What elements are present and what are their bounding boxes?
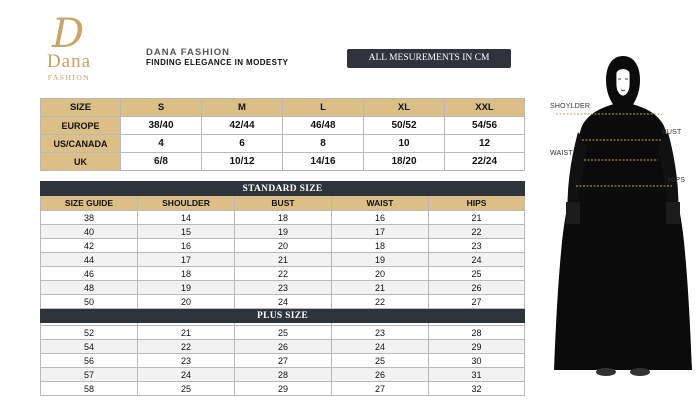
table-cell: 10 [364, 135, 445, 153]
table-cell: 17 [332, 225, 429, 239]
table-cell: 46 [41, 267, 138, 281]
abaya-silhouette-icon [548, 52, 698, 380]
table-cell: 19 [235, 225, 332, 239]
table-cell: 31 [429, 368, 525, 382]
table-cell: 29 [429, 340, 525, 354]
table-cell: 22/24 [445, 153, 525, 171]
table-cell: 23 [429, 239, 525, 253]
row-header-cell: UK [41, 153, 121, 171]
header-cell: XL [364, 99, 445, 117]
table-cell: 20 [332, 267, 429, 281]
header-cell: M [202, 99, 283, 117]
table-cell: 27 [235, 354, 332, 368]
table-cell: 14/16 [283, 153, 364, 171]
plus-size-banner: PLUS SIZE [41, 309, 525, 323]
table-cell: 19 [332, 253, 429, 267]
table-cell: 16 [332, 211, 429, 225]
international-size-table [40, 98, 525, 171]
table-cell: 38 [41, 211, 138, 225]
table-cell: 26 [235, 340, 332, 354]
table-cell: 22 [429, 225, 525, 239]
abaya-measurement-figure [548, 52, 698, 380]
table-cell: 26 [332, 368, 429, 382]
header-cell: SIZE GUIDE [41, 196, 138, 211]
table-cell: 12 [445, 135, 525, 153]
brand-tagline: FINDING ELEGANCE IN MODESTY [146, 58, 289, 67]
table-cell: 21 [429, 211, 525, 225]
table-row [41, 239, 525, 253]
table-cell: 4 [121, 135, 202, 153]
table-cell: 42/44 [202, 117, 283, 135]
table-cell: 23 [332, 326, 429, 340]
header-cell: BUST [235, 196, 332, 211]
table-row [41, 382, 525, 396]
table-cell: 17 [138, 253, 235, 267]
table-cell: 18 [235, 211, 332, 225]
table-cell: 6/8 [121, 153, 202, 171]
table-header-row [41, 99, 525, 117]
table-row [41, 135, 525, 153]
table-cell: 23 [138, 354, 235, 368]
table-cell: 28 [429, 326, 525, 340]
header-cell: WAIST [332, 196, 429, 211]
logo-monogram: D [52, 11, 85, 57]
table-cell: 24 [429, 253, 525, 267]
logo-wordmark: Dana [46, 51, 92, 72]
table-cell: 19 [138, 281, 235, 295]
table-cell: 22 [138, 340, 235, 354]
brand-logo [34, 11, 104, 82]
table-cell: 57 [41, 368, 138, 382]
logo-subtitle: FASHION [47, 73, 91, 82]
table-cell: 27 [332, 382, 429, 396]
section-banner-row [41, 182, 525, 196]
header-cell: HIPS [429, 196, 525, 211]
shoulder-label: SHOYLDER [550, 103, 591, 110]
table-cell: 25 [429, 267, 525, 281]
size-guide-table [40, 181, 525, 396]
table-cell: 24 [235, 295, 332, 309]
table-cell: 22 [332, 295, 429, 309]
header-cell: S [121, 99, 202, 117]
table-row [41, 253, 525, 267]
table-cell: 30 [429, 354, 525, 368]
table-cell: 20 [138, 295, 235, 309]
table-cell: 40 [41, 225, 138, 239]
table-cell: 50/52 [364, 117, 445, 135]
table-cell: 52 [41, 326, 138, 340]
table-cell: 58 [41, 382, 138, 396]
table-row [41, 281, 525, 295]
header-cell: L [283, 99, 364, 117]
table-cell: 50 [41, 295, 138, 309]
header-cell: XXL [445, 99, 525, 117]
table-cell: 20 [235, 239, 332, 253]
table-cell: 44 [41, 253, 138, 267]
table-cell: 27 [429, 295, 525, 309]
header-cell: SHOULDER [138, 196, 235, 211]
table-cell: 6 [202, 135, 283, 153]
table-cell: 14 [138, 211, 235, 225]
table-cell: 28 [235, 368, 332, 382]
table-row [41, 354, 525, 368]
row-header-cell: EUROPE [41, 117, 121, 135]
table-cell: 23 [235, 281, 332, 295]
table-row [41, 326, 525, 340]
measurement-unit-badge: ALL MESUREMENTS IN CM [347, 49, 511, 68]
table-row [41, 267, 525, 281]
table-cell: 32 [429, 382, 525, 396]
table-cell: 26 [429, 281, 525, 295]
table-cell: 54 [41, 340, 138, 354]
bust-label: BUST [662, 129, 682, 136]
table-cell: 15 [138, 225, 235, 239]
section-banner-row [41, 309, 525, 323]
table-cell: 24 [332, 340, 429, 354]
table-cell: 10/12 [202, 153, 283, 171]
table-cell: 42 [41, 239, 138, 253]
table-cell: 21 [138, 326, 235, 340]
waist-label: WAIST [550, 150, 573, 157]
table-cell: 54/56 [445, 117, 525, 135]
header-cell: SIZE [41, 99, 121, 117]
table-cell: 21 [332, 281, 429, 295]
hips-label: HIPS [668, 177, 686, 184]
table-cell: 25 [235, 326, 332, 340]
table-header-row [41, 196, 525, 211]
table-row [41, 225, 525, 239]
table-cell: 38/40 [121, 117, 202, 135]
table-row [41, 153, 525, 171]
table-cell: 21 [235, 253, 332, 267]
table-cell: 22 [235, 267, 332, 281]
table-row [41, 368, 525, 382]
table-row [41, 295, 525, 309]
table-row [41, 340, 525, 354]
table-cell: 25 [332, 354, 429, 368]
table-cell: 29 [235, 382, 332, 396]
table-cell: 48 [41, 281, 138, 295]
table-row [41, 117, 525, 135]
row-header-cell: US/CANADA [41, 135, 121, 153]
table-cell: 24 [138, 368, 235, 382]
standard-size-banner: STANDARD SIZE [41, 182, 525, 196]
table-cell: 18 [332, 239, 429, 253]
table-cell: 8 [283, 135, 364, 153]
table-cell: 18 [138, 267, 235, 281]
table-cell: 46/48 [283, 117, 364, 135]
table-cell: 56 [41, 354, 138, 368]
table-row [41, 211, 525, 225]
table-cell: 25 [138, 382, 235, 396]
brand-title: DANA FASHION [146, 47, 230, 58]
table-cell: 18/20 [364, 153, 445, 171]
table-cell: 16 [138, 239, 235, 253]
